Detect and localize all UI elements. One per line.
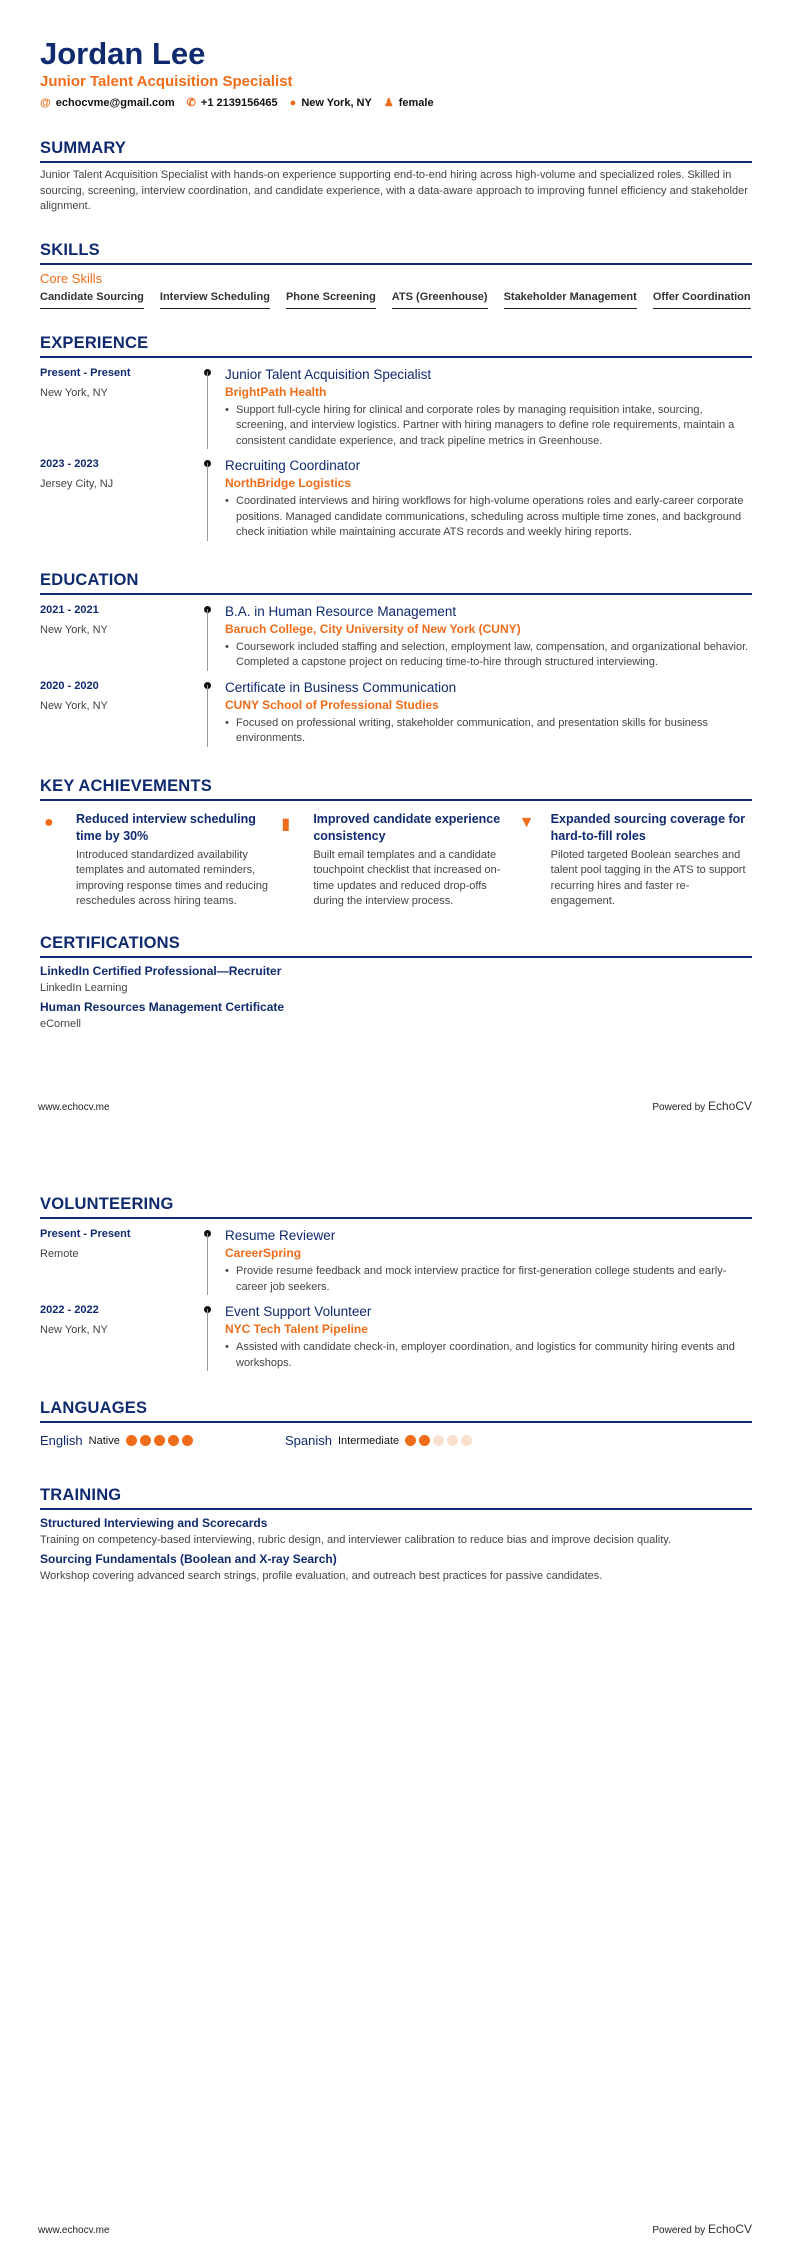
section-heading: EXPERIENCE [40,334,752,358]
achievement-item [515,811,752,910]
language-name: English [40,1433,83,1448]
entry-bullet: • Focused on professional writing, stakeholder communication, and presentation skills for business environments. [225,716,752,747]
rating-dot-empty [447,1435,458,1446]
volunteering-entry [40,1227,752,1295]
entry-bullet: • Provide resume feedback and mock interview practice for first-generation college students and early-career job seekers. [225,1264,752,1295]
footer-powered: Powered by EchoCV [652,2222,752,2236]
skill-chip: ATS (Greenhouse) [392,291,488,309]
chat-bubble-icon: ● [44,813,54,831]
footer-site-link[interactable]: www.echocv.me [38,2225,110,2236]
certification-title: Human Resources Management Certificate [40,999,285,1014]
certifications-section [40,934,752,1030]
location-pin-icon: ● [289,96,297,109]
rating-dot-filled [419,1435,430,1446]
entry-org: CareerSpring [225,1246,302,1260]
achievement-item [40,811,277,910]
entry-degree: Certificate in Business Communication [225,679,457,695]
resume-page-2 [0,1123,794,2246]
experience-entry [40,457,752,541]
language-item [40,1433,285,1448]
achievement-item [277,811,514,910]
candidate-title: Junior Talent Acquisition Specialist [40,73,293,90]
section-heading: SUMMARY [40,139,752,163]
experience-entry [40,366,752,450]
education-entry [40,603,752,671]
entry-date: 2023 - 2023 [40,458,99,470]
entry-location: New York, NY [40,1324,108,1336]
entry-school: CUNY School of Professional Studies [225,697,439,712]
entry-bullet: • Assisted with candidate check-in, employer coordination, and logistics for community hiring events and workshops. [225,1340,752,1371]
language-name: Spanish [285,1433,332,1448]
language-rating [405,1435,472,1446]
achievement-text: Piloted targeted Boolean searches and talent pool tagging in the ATS to support recurring hires and faster re-engagement. [550,848,746,907]
person-icon: ♟ [383,97,394,109]
achievement-title: Improved candidate experience consistency [313,811,501,843]
entry-role: Resume Reviewer [225,1228,336,1243]
language-level: Native [88,1434,120,1447]
summary-text: Junior Talent Acquisition Specialist with hands-on experience supporting end-to-end hiring across high-volume and specialized roles. Skilled in sourcing, screening, interview coordination, and candidate experience, with a data-aware approach to improving funnel efficiency and stakeholder alignment. [40,169,748,212]
skill-chip: Interview Scheduling [160,291,270,309]
contact-row [40,96,752,109]
entry-location: Remote [40,1248,79,1260]
skills-section [40,241,752,312]
rating-dot-filled [168,1435,179,1446]
entry-date: Present - Present [40,366,131,379]
section-heading: TRAINING [40,1486,752,1510]
entry-location: New York, NY [40,386,108,399]
contact-phone[interactable]: ✆ +1 2139156465 [186,96,278,109]
timeline-marker [205,603,225,671]
timeline-marker [205,679,225,747]
entry-degree: B.A. in Human Resource Management [225,603,457,619]
entry-location: Jersey City, NJ [40,478,114,490]
entry-role: Recruiting Coordinator [225,458,361,473]
entry-role: Event Support Volunteer [225,1304,372,1319]
contact-email[interactable]: @ echocvme@gmail.com [40,96,175,109]
training-title: Structured Interviewing and Scorecards [40,1516,268,1530]
achievement-text: Built email templates and a candidate touchpoint checklist that increased on-time updates and reduced drop-offs during the interview process. [313,848,501,907]
candidate-name: Jordan Lee [40,36,206,71]
entry-org: NYC Tech Talent Pipeline [225,1322,368,1336]
certification-title: LinkedIn Certified Professional—Recruiter [40,963,282,978]
language-rating [126,1435,193,1446]
speech-bubble-icon: ▼ [518,813,535,831]
certification-issuer: LinkedIn Learning [40,981,128,994]
entry-date: 2020 - 2020 [40,679,99,692]
entry-location: New York, NY [40,623,108,636]
training-text: Workshop covering advanced search strings, profile evaluation, and outreach best practices for passive candidates. [40,1570,603,1582]
entry-bullet: • Coordinated interviews and hiring workflows for high-volume operations roles and early-career corporate positions. Managed candidate communications, scheduling across multiple time zones, and background check initiation while maintaining accurate ATS records and weekly hiring reports. [225,494,752,541]
section-heading: SKILLS [40,241,752,265]
timeline-marker [205,457,225,541]
rating-dot-empty [461,1435,472,1446]
entry-org: NorthBridge Logistics [225,476,352,490]
achievements-section [40,777,752,910]
skill-group-title: Core Skills [40,270,103,286]
entry-date: 2022 - 2022 [40,1304,99,1316]
page-footer [38,2222,752,2236]
achievement-title: Reduced interview scheduling time by 30% [76,811,256,843]
entry-role: Junior Talent Acquisition Specialist [225,366,432,382]
certification-issuer: eCornell [40,1017,81,1030]
footer-brand[interactable]: EchoCV [707,2222,752,2236]
education-section [40,571,752,747]
language-level: Intermediate [337,1434,400,1447]
rating-dot-filled [154,1435,165,1446]
rating-dot-filled [405,1435,416,1446]
timeline-marker [205,1303,225,1371]
footer-site-link[interactable]: www.echocv.me [38,1102,110,1113]
page-footer [38,1099,752,1113]
rating-dot-filled [140,1435,151,1446]
skill-chip: Phone Screening [286,291,376,309]
contact-gender: ♟ female [383,96,434,109]
skill-list [40,291,752,312]
entry-date: Present - Present [40,1228,131,1240]
at-icon: @ [40,96,51,109]
training-section [40,1486,752,1582]
footer-brand[interactable]: EchoCV [707,1099,752,1113]
entry-bullet: • Support full-cycle hiring for clinical and corporate roles by managing requisition intake, sourcing, screening, and interview logistics. Partner with hiring managers to define role requirements, maintain a consistent candidate experience, and track pipeline metrics in Greenhouse. [225,403,752,450]
skill-chip: Candidate Sourcing [40,291,144,309]
skill-chip: Stakeholder Management [504,291,637,309]
section-heading: VOLUNTEERING [40,1195,752,1219]
entry-date: 2021 - 2021 [40,603,99,616]
education-entry [40,679,752,747]
volunteering-entry [40,1303,752,1371]
experience-section [40,334,752,541]
training-title: Sourcing Fundamentals (Boolean and X-ray Search) [40,1552,337,1566]
entry-bullet: • Coursework included staffing and selection, employment law, compensation, and organizational behavior. Completed a capstone project on reducing time-to-hire through structured interviewing. [225,640,752,671]
volunteering-section [40,1195,752,1371]
training-text: Training on competency-based interviewing, rubric design, and interviewer calibration to reduce bias and improve decision quality. [40,1534,672,1546]
achievement-title: Expanded sourcing coverage for hard-to-fill roles [550,811,746,843]
timeline-marker [205,1227,225,1295]
summary-section [40,139,752,215]
section-heading: LANGUAGES [40,1399,752,1423]
entry-location: New York, NY [40,699,108,712]
achievement-text: Introduced standardized availability templates and automated reminders, improving response times and reducing reschedules across hiring teams. [76,848,268,907]
timeline-marker [205,366,225,450]
section-heading: KEY ACHIEVEMENTS [40,777,752,801]
entry-org: BrightPath Health [225,384,327,399]
skill-chip: Offer Coordination [653,291,751,309]
language-item [285,1433,530,1448]
section-heading: CERTIFICATIONS [40,934,752,958]
rating-dot-filled [126,1435,137,1446]
languages-section [40,1399,752,1448]
phone-icon: ✆ [186,97,196,109]
rating-dot-empty [433,1435,444,1446]
footer-powered: Powered by EchoCV [652,1099,752,1113]
section-heading: EDUCATION [40,571,752,595]
rating-dot-filled [182,1435,193,1446]
contact-location: ● New York, NY [289,96,372,109]
entry-school: Baruch College, City University of New York (CUNY) [225,621,521,636]
document-check-icon: ▮ [281,815,291,833]
